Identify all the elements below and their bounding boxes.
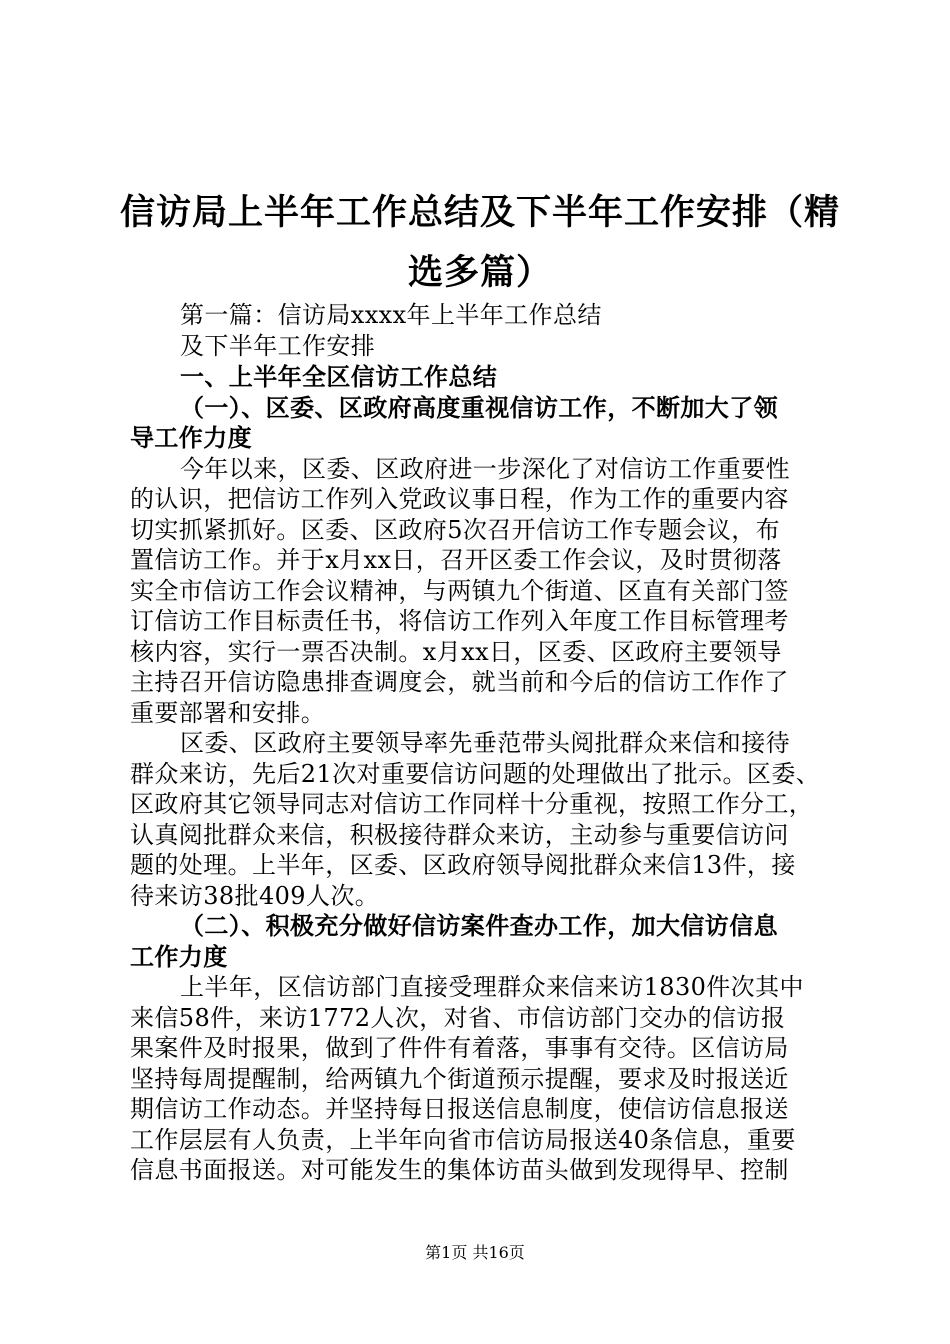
paragraph-line: 的认识，把信访工作列入党政议事日程，作为工作的重要内容 [130, 485, 789, 513]
subsection-heading-1-line-2: 导工作力度 [130, 424, 252, 452]
chapter-heading-line-1: 第一篇：信访局xxxx年上半年工作总结 [180, 301, 602, 329]
paragraph-line: 果案件及时报果，做到了件件有着落，事事有交待。区信访局 [130, 1034, 789, 1062]
paragraph-line: 重要部署和安排。 [130, 699, 326, 727]
paragraph-line: 上半年，区信访部门直接受理群众来信来访1830件次其中 [180, 973, 804, 1001]
chapter-heading-line-2: 及下半年工作安排 [180, 332, 376, 360]
paragraph-line: 主持召开信访隐患排查调度会，就当前和今后的信访工作作了 [130, 668, 789, 696]
paragraph-line: 期信访工作动态。并坚持每日报送信息制度，使信访信息报送 [130, 1095, 789, 1123]
paragraph-line: 置信访工作。并于x月xx日，召开区委工作会议，及时贯彻落 [130, 546, 782, 574]
paragraph-line: 群众来访，先后21次对重要信访问题的处理做出了批示。区委、 [130, 760, 821, 788]
page-footer: 第1页 共16页 [425, 1243, 525, 1262]
subsection-heading-2-line-2: 工作力度 [130, 943, 228, 971]
paragraph-line: 今年以来，区委、区政府进一步深化了对信访工作重要性 [180, 455, 790, 483]
subsection-heading-1-line-1: （一）、区委、区政府高度重视信访工作，不断加大了领 [180, 394, 778, 422]
paragraph-line: 实全市信访工作会议精神，与两镇九个街道、区直有关部门签 [130, 577, 789, 605]
subsection-heading-2-line-1: （二）、积极充分做好信访案件查办工作，加大信访信息 [180, 912, 778, 940]
section-heading-1: 一、上半年全区信访工作总结 [180, 363, 498, 391]
paragraph-line: 坚持每周提醒制，给两镇九个街道预示提醒，要求及时报送近 [130, 1065, 789, 1093]
paragraph-line: 订信访工作目标责任书，将信访工作列入年度工作目标管理考 [130, 607, 789, 635]
paragraph-line: 题的处理。上半年，区委、区政府领导阅批群众来信13件，接 [130, 851, 796, 879]
paragraph-line: 工作层层有人负责，上半年向省市信访局报送40条信息，重要 [130, 1126, 796, 1154]
paragraph-line: 认真阅批群众来信，积极接待群众来访，主动参与重要信访问 [130, 821, 789, 849]
paragraph-line: 切实抓紧抓好。区委、区政府5次召开信访工作专题会议，布 [130, 516, 781, 544]
paragraph-line: 区委、区政府主要领导率先垂范带头阅批群众来信和接待 [180, 729, 790, 757]
paragraph-line: 核内容，实行一票否决制。x月xx日，区委、区政府主要领导 [130, 638, 782, 666]
document-title-line-1: 信访局上半年工作总结及下半年工作安排（精 [120, 193, 841, 233]
paragraph-line: 信息书面报送。对可能发生的集体访苗头做到发现得早、控制 [130, 1156, 789, 1184]
paragraph-line: 待来访38批409人次。 [130, 882, 380, 910]
paragraph-line: 来信58件，来访1772人次，对省、市信访部门交办的信访报 [130, 1004, 786, 1032]
paragraph-line: 区政府其它领导同志对信访工作同样十分重视，按照工作分工， [130, 790, 814, 818]
document-title-line-2: 选多篇） [407, 253, 552, 293]
